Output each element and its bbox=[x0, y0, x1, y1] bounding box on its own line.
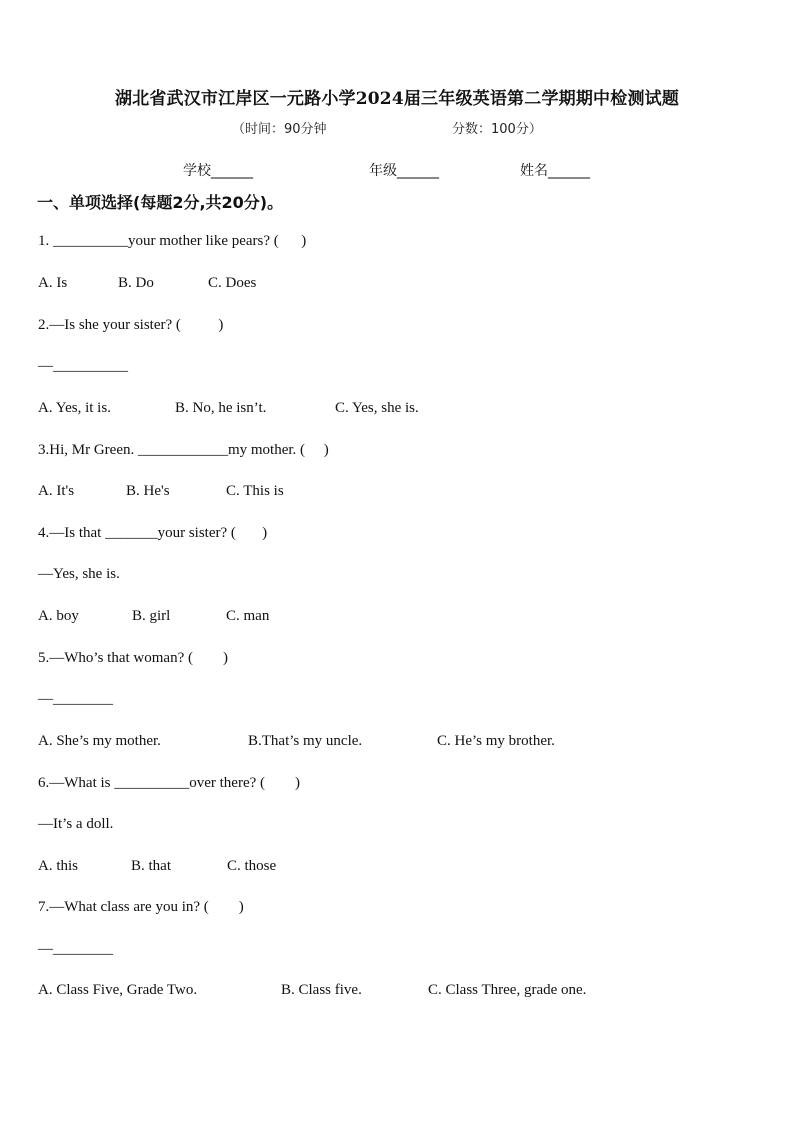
question-6-option-a: A. this bbox=[38, 858, 79, 874]
school-field: 学校______ bbox=[183, 163, 253, 179]
question-5-option-c: C. He’s my brother. bbox=[437, 733, 555, 749]
question-2-option-c: C. Yes, she is. bbox=[335, 400, 419, 416]
question-1-option-a: A. Is bbox=[38, 275, 68, 291]
time-limit: （时间：90分钟 bbox=[232, 122, 327, 137]
question-7-answer: —________ bbox=[38, 941, 113, 957]
question-3-option-a: A. It's bbox=[38, 483, 75, 499]
name-field: 姓名______ bbox=[520, 163, 590, 179]
question-4-option-c: C. man bbox=[226, 608, 270, 624]
question-4-option-a: A. boy bbox=[38, 608, 79, 624]
question-1-option-c: C. Does bbox=[208, 275, 257, 291]
question-6-stem: 6.—What is __________over there? ( ) bbox=[38, 775, 301, 791]
question-2-stem: 2.—Is she your sister? ( ) bbox=[38, 317, 224, 333]
question-5-option-a: A. She’s my mother. bbox=[38, 733, 161, 749]
question-4-stem: 4.—Is that _______your sister? ( ) bbox=[38, 525, 268, 541]
question-4-option-b: B. girl bbox=[132, 608, 171, 624]
question-7-option-a: A. Class Five, Grade Two. bbox=[38, 982, 198, 998]
question-3-option-b: B. He's bbox=[126, 483, 170, 499]
question-1-stem: 1. __________your mother like pears? ( ) bbox=[38, 233, 307, 249]
question-3-option-c: C. This is bbox=[226, 483, 284, 499]
question-2-option-a: A. Yes, it is. bbox=[38, 400, 111, 416]
question-5-option-b: B.That’s my uncle. bbox=[248, 733, 363, 749]
question-5-stem: 5.—Who’s that woman? ( ) bbox=[38, 650, 228, 666]
question-4-answer: —Yes, she is. bbox=[38, 566, 120, 582]
question-1-option-b: B. Do bbox=[118, 275, 154, 291]
question-2-option-b: B. No, he isn’t. bbox=[175, 400, 267, 416]
question-6-option-c: C. those bbox=[227, 858, 277, 874]
section-heading: 一、单项选择(每题2分,共20分)。 bbox=[37, 193, 284, 212]
exam-title: 湖北省武汉市江岸区一元路小学2024届三年级英语第二学期期中检测试题 bbox=[114, 89, 680, 109]
question-3-stem: 3.Hi, Mr Green. ____________my mother. ( ) bbox=[38, 442, 329, 458]
question-7-stem: 7.—What class are you in? ( ) bbox=[38, 899, 244, 915]
total-score: 分数：100分） bbox=[452, 122, 542, 137]
question-6-answer: —It’s a doll. bbox=[38, 816, 114, 832]
question-6-option-b: B. that bbox=[131, 858, 171, 874]
question-2-answer: —__________ bbox=[38, 358, 128, 374]
question-7-option-c: C. Class Three, grade one. bbox=[428, 982, 587, 998]
grade-field: 年级______ bbox=[369, 163, 439, 179]
question-5-answer: —________ bbox=[38, 691, 113, 707]
question-7-option-b: B. Class five. bbox=[281, 982, 362, 998]
